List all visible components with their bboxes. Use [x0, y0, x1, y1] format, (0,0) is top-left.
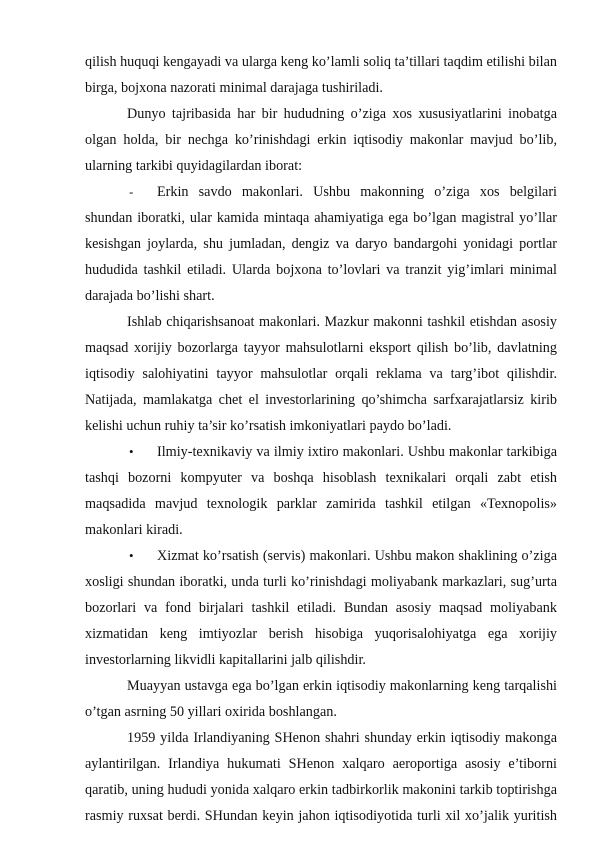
paragraph-first-line: Ishlab chiqarishsanoat makonlari. Mazkur makonni tashkil etishdan asosiy: [127, 314, 557, 330]
round-bullet-marker: •: [129, 548, 134, 563]
text-line: rasmiy ruxsat berdi. SHundan keyin jahon iqtisodiyotida turli xil xo’jalik yuritish: [85, 808, 557, 824]
text-line: iqtisodiy salohiyatini tayyor mahsulotlar orqali reklama va targ’ibot qilishdir.: [85, 366, 557, 382]
text-line: tashqi bozorni kompyuter va boshqa hisoblash texnikalari orqali zabt etish: [85, 470, 557, 486]
list-item-first-line: Xizmat ko’rsatish (servis) makonlari. Ushbu makon shaklining o’ziga: [157, 548, 557, 564]
paragraph-first-line: Muayyan ustavga ega bo’lgan erkin iqtisodiy makonlarning keng tarqalishi: [127, 678, 557, 694]
text-line: kelishi uchun ruhiy ta’sir ko’rsatish imkoniyatlari paydo bo’ladi.: [85, 418, 452, 434]
text-line: xizmatidan keng imtiyozlar berish hisobiga yuqorisalohiyatga ega xorijiy: [85, 626, 557, 642]
text-line: darajada bo’lishi shart.: [85, 288, 215, 304]
text-line: shundan iboratki, ular kamida mintaqa ahamiyatiga ega bo’lgan magistral yo’llar: [85, 210, 557, 226]
text-line: xosligi shundan iboratki, unda turli ko’rinishdagi moliyabank markazlari, sug’urta: [85, 574, 557, 590]
text-line: kesishgan joylarda, shu jumladan, dengiz va daryo bandargohi yonidagi portlar: [85, 236, 557, 252]
dash-bullet-marker: -: [129, 184, 134, 199]
text-line: birga, bojxona nazorati minimal darajaga tushiriladi.: [85, 80, 383, 96]
text-line: ularning tarkibi quyidagilardan iborat:: [85, 158, 303, 174]
text-line: hududida tashkil etiladi. Ularda bojxona to’lovlari va tranzit yig’imlari minimal: [85, 262, 557, 278]
text-line: qilish huquqi kengayadi va ularga keng ko’lamli soliq ta’tillari taqdim etilishi bilan: [85, 54, 557, 70]
text-line: Natijada, mamlakatga chet el investorlarining qo’shimcha sarfxarajatlarsiz kirib: [85, 392, 557, 408]
text-line: olgan holda, bir nechga ko’rinishdagi erkin iqtisodiy makonlar mavjud bo’lib,: [85, 132, 557, 148]
text-line: bozorlari va fond birjalari tashkil etiladi. Bundan asosiy maqsad moliyabank: [85, 600, 557, 616]
paragraph-first-line: Dunyo tajribasida har bir hududning o’ziga xos xususiyatlarini inobatga: [127, 106, 557, 122]
text-line: aylantirilgan. Irlandiya hukumati SHenon xalqaro aeroportiga asosiy e’tiborni: [85, 756, 557, 772]
list-item-first-line: Ilmiy-texnikaviy va ilmiy ixtiro makonlari. Ushbu makonlar tarkibiga: [157, 444, 557, 460]
text-line: investorlarning likvidli kapitallarini jalb qilishdir.: [85, 652, 366, 668]
text-line: maqsadida mavjud texnologik parklar zamirida tashkil etilgan «Texnopolis»: [85, 496, 557, 512]
text-line: makonlari kiradi.: [85, 522, 183, 538]
text-line: o’tgan asrning 50 yillari oxirida boshlangan.: [85, 704, 337, 720]
text-line: qaratib, uning hududi yonida xalqaro erkin tadbirkorlik makonini tarkib toptirishga: [85, 782, 557, 798]
list-item-first-line: Erkin savdo makonlari. Ushbu makonning o’ziga xos belgilari: [157, 184, 557, 200]
round-bullet-marker: •: [129, 444, 134, 459]
text-line: maqsad xorijiy bozorlarga tayyor mahsulotlarni eksport qilish bo’lib, davlatning: [85, 340, 557, 356]
paragraph-first-line: 1959 yilda Irlandiyaning SHenon shahri shunday erkin iqtisodiy makonga: [127, 730, 557, 746]
